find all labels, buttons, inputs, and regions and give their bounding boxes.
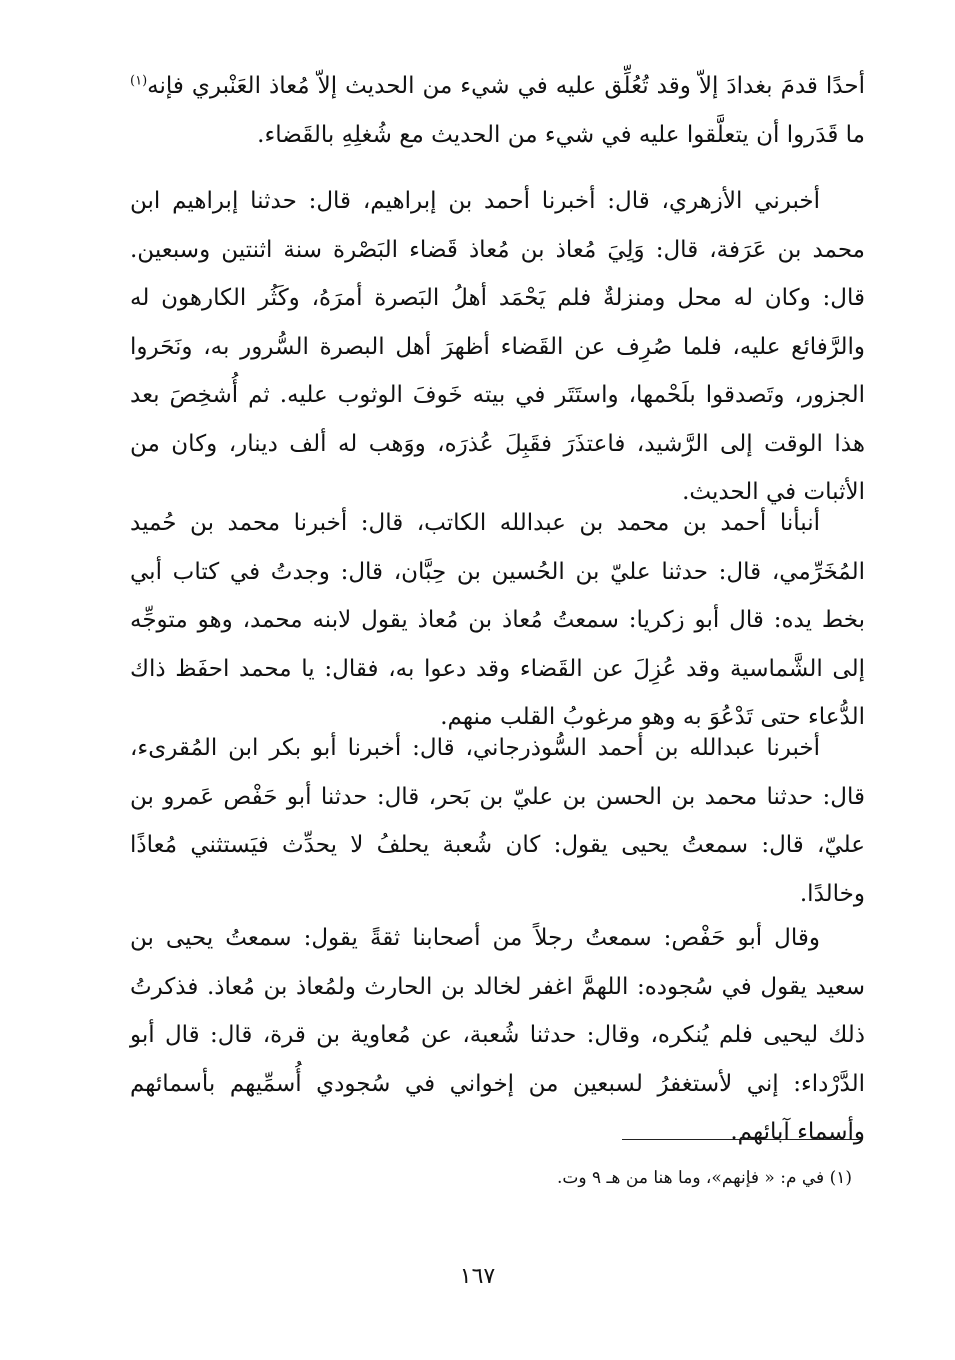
paragraph-3: أنبأنا أحمد بن محمد بن عبدالله الكاتب، قال: أخبرنا محمد بن حُميد المُخَرِّمي، قال: حدثنا عليّ بن الحُسين بن حِبَّان، قال: وجدتُ في كتاب أبي بخط يده: قال أبو زكريا: سمعتُ مُعاذ بن مُعاذ يقول لابنه محمد، وهو متوجِّه إلى الشَّماسية وقد عُزِلَ عن القَضاء وقد دعوا به، فقال: يا محمد احفَظ ذاك الدُّعاء حتى تَدْعُوَ به وهو مرغوبُ القلب منهم. [130, 510, 865, 730]
footnote-reference-marker: (١) [130, 73, 148, 89]
paragraph-5: وقال أبو حَفْص: سمعتُ رجلاً من أصحابنا ثقةً يقول: سمعتُ يحيى بن سعيد يقول في سُجوده: اللهمَّ اغفر لخالد بن الحارث ولمُعاذ بن مُعاذ. فذكرتُ ذلك ليحيى فلم يُنكره، وقال: حدثنا شُعبة، عن مُعاوية بن قرة، قال: قال أبو الدَّرْداء: إني لأستغفرُ لسبعين من إخواني في سُجودي أُسمِّيهم بأسمائهم وأسماء آبائهم. [130, 925, 865, 1145]
footnote: (١) في م: « فإنهم»، وما هنا من هـ ٩ وت. [556, 1168, 852, 1188]
paragraph-1-text-after-ref: ما قَدَروا أن يتعلَّقوا عليه في شيء من الحديث مع شُغلِهِ بالقَضاء. [257, 121, 865, 148]
paragraph-1 [130, 62, 865, 159]
footnote-separator-rule [622, 1139, 862, 1140]
page-number: ١٦٧ [459, 1264, 496, 1289]
paragraph-1-text-before-ref: أحدًا قدمَ بغدادَ إلاّ وقد تُعُلِّق عليه في شيء من الحديث إلاّ مُعاذ العَنْبري فإنه [147, 73, 865, 99]
paragraph-4: أخبرنا عبدالله بن أحمد السُّوذرجاني، قال: أخبرنا أبو بكر ابن المُقرىء، قال: حدثنا محمد بن الحسن بن عليّ بن بَحر، قال: حدثنا أبو حَفْص عَمرو بن عليّ، قال: سمعتُ يحيى يقول: كان شُعبة يحلفُ لا يحدِّث فيَستثني مُعاذًا وخالدًا. [130, 735, 865, 907]
paragraph-2: أخبرني الأزهري، قال: أخبرنا أحمد بن إبراهيم، قال: حدثنا إبراهيم ابن محمد بن عَرَفة، قال: وَلِيَ مُعاذ بن مُعاذ قَضاء البَصْرة سنة اثنتين وسبعين. قال: وكان له محل ومنزلةٌ فلم يَحْمَد أهلُ البَصرة أمرَهُ، وكَثُر الكارهون له والرَّفائع عليه، فلما صُرِف عن القَضاء أظهرَ أهل البصرة السُّرور به، ونَحَروا الجزور، وتَصدقوا بلَحْمها، واستَتَر في بيته خَوفَ الوثوب عليه. ثم أُشخِصَ بعد هذا الوقت إلى الرَّشيد، فاعتذَرَ فقَبِلَ عُذرَه، ووَهب له ألف دينار، وكان من الأثبات في الحديث. [130, 188, 865, 505]
